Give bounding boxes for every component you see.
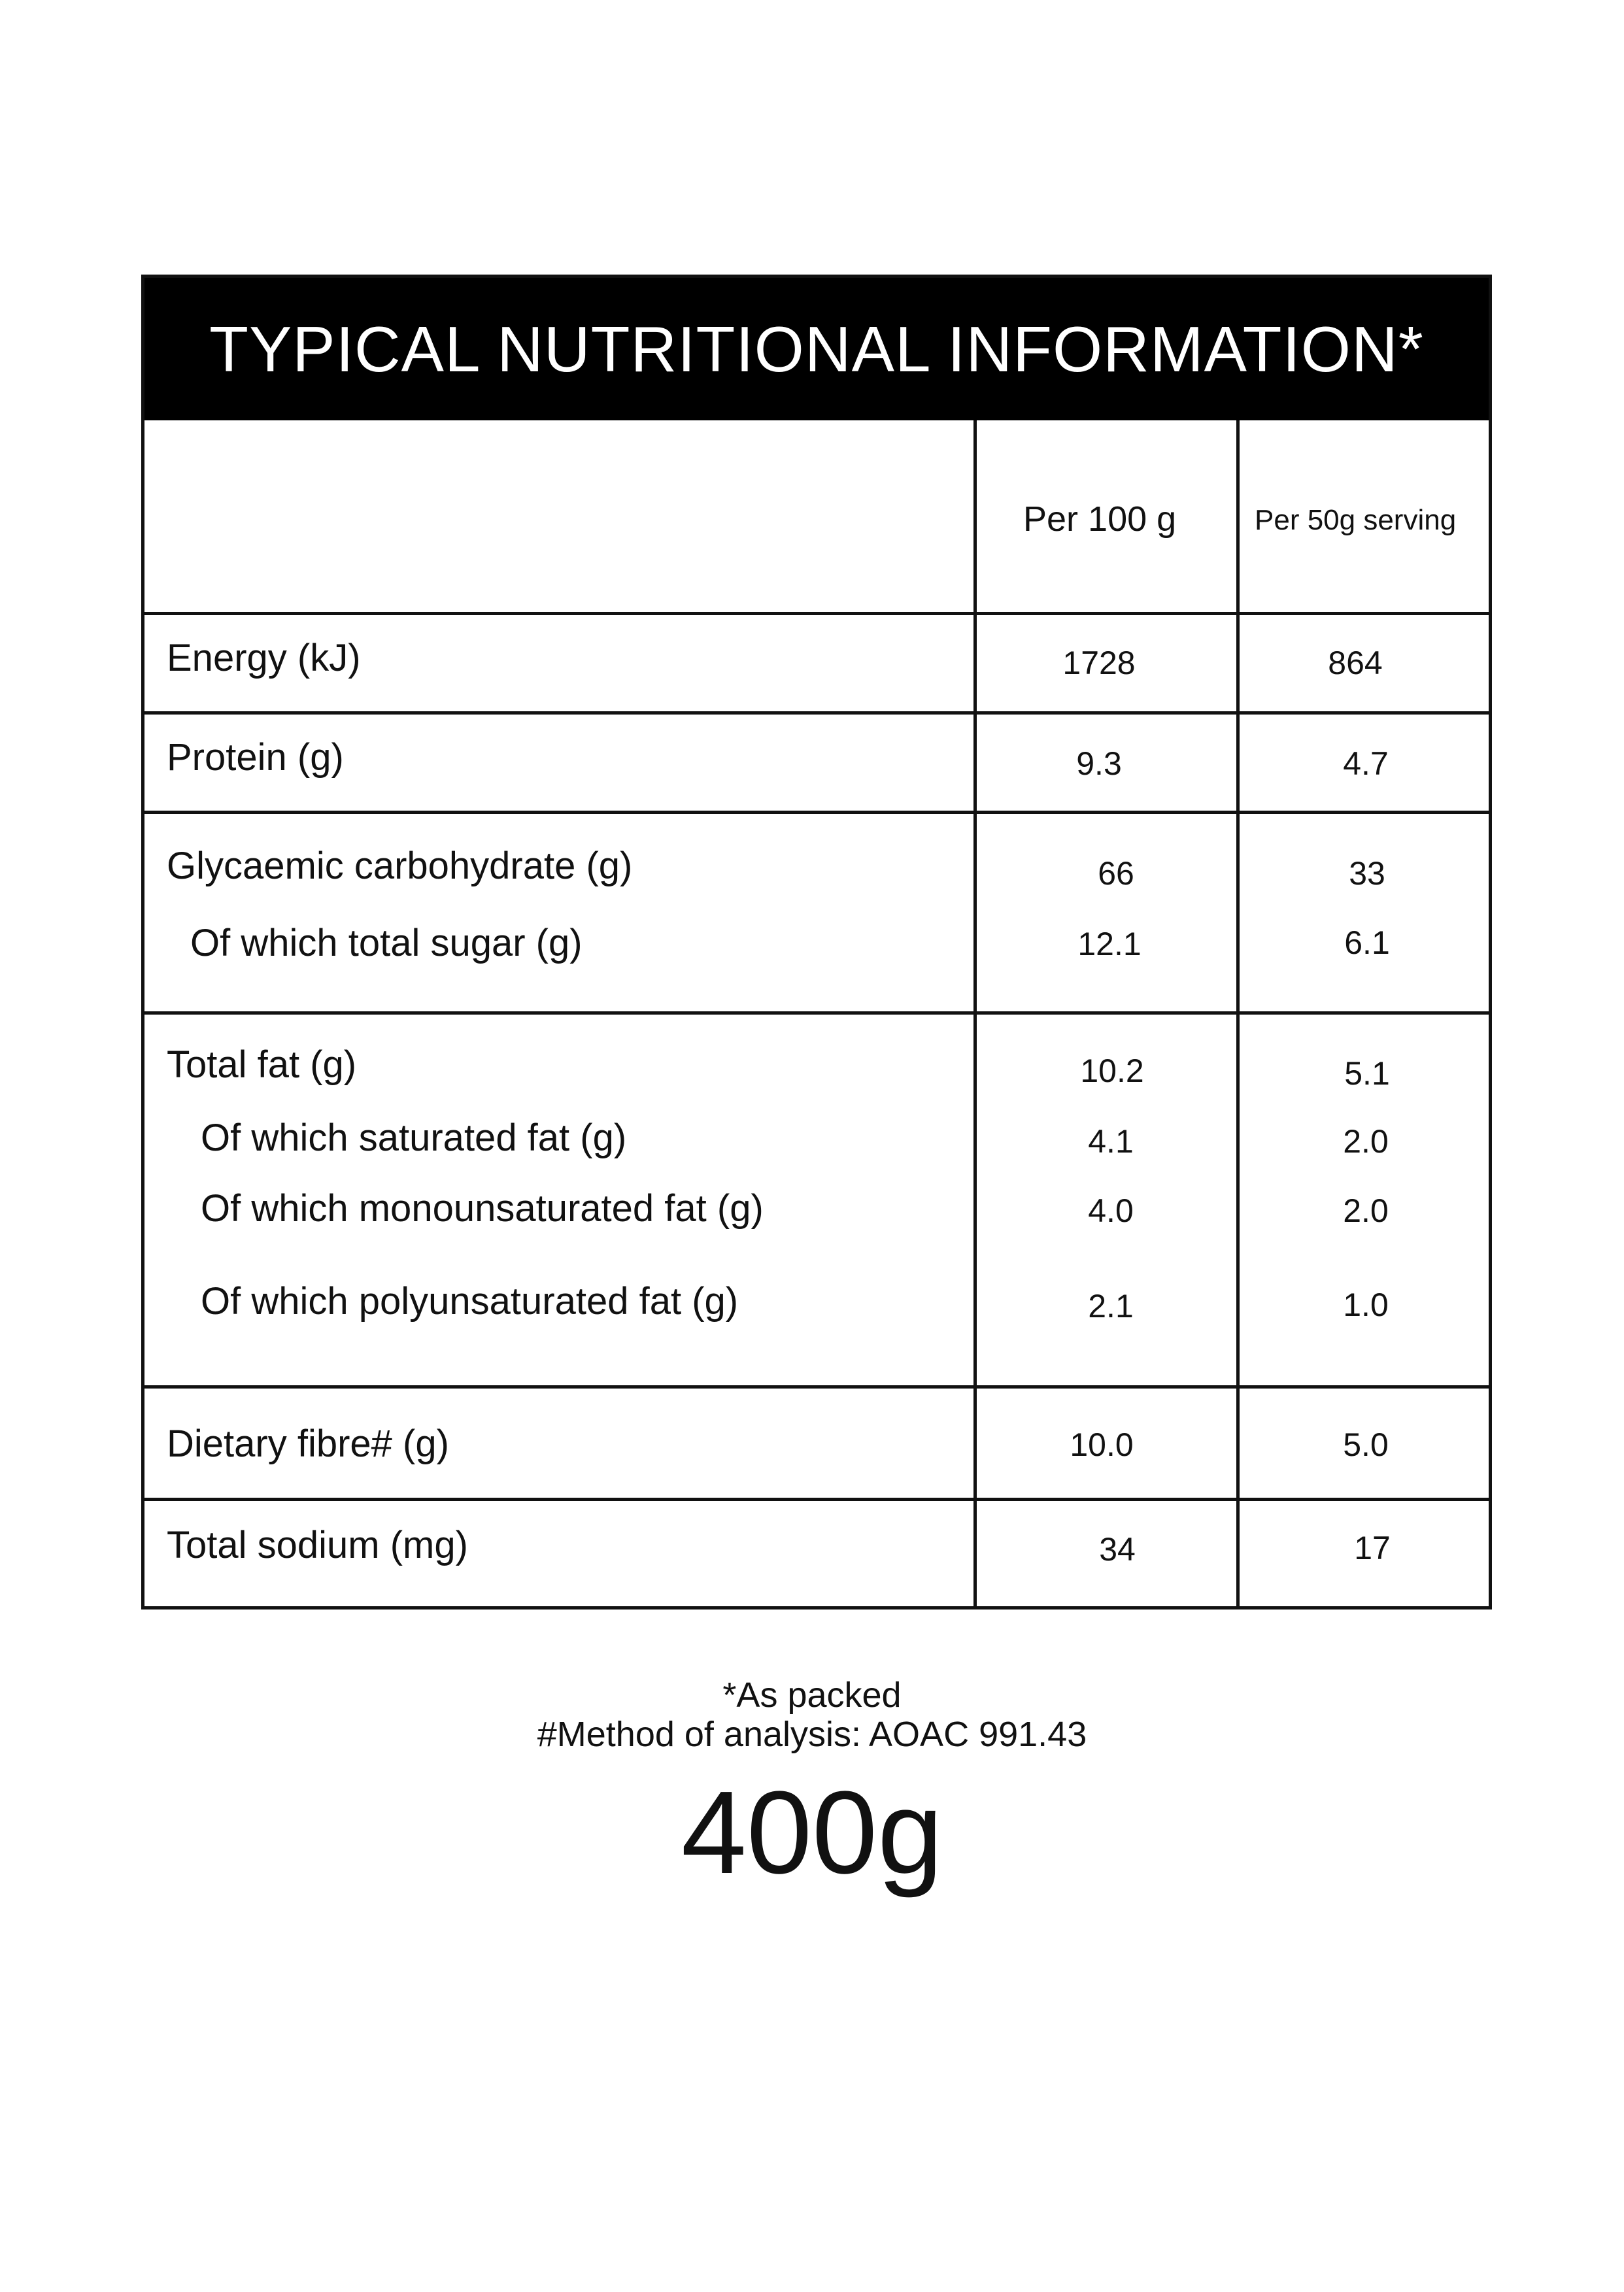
row-label-polyunsaturated-fat: Of which polyunsaturated fat (g) <box>201 1280 739 1323</box>
row-label-saturated-fat: Of which saturated fat (g) <box>201 1117 627 1159</box>
nutrition-panel <box>141 275 1492 1609</box>
panel-title: TYPICAL NUTRITIONAL INFORMATION* <box>144 278 1489 420</box>
value-protein-per-100g: 9.3 <box>1076 745 1122 782</box>
value-sugar-per-100g: 12.1 <box>1077 926 1142 962</box>
column-header-per-100g: Per 100 g <box>1023 499 1177 539</box>
row-label-sugar: Of which total sugar (g) <box>190 922 583 964</box>
row-label-protein: Protein (g) <box>167 736 344 779</box>
value-energy-per-100g: 1728 <box>1062 645 1136 681</box>
row-label-energy: Energy (kJ) <box>167 637 361 679</box>
value-fibre-per-100g: 10.0 <box>1070 1426 1134 1463</box>
value-polyunsaturated-fat-per-100g: 2.1 <box>1088 1288 1134 1324</box>
value-carbohydrate-per-serving: 33 <box>1349 855 1385 892</box>
value-sugar-per-serving: 6.1 <box>1344 924 1390 961</box>
value-polyunsaturated-fat-per-serving: 1.0 <box>1343 1287 1389 1323</box>
value-energy-per-serving: 864 <box>1328 645 1383 681</box>
value-fibre-per-serving: 5.0 <box>1343 1426 1389 1463</box>
row-label-dietary-fibre: Dietary fibre# (g) <box>167 1423 449 1465</box>
row-label-monounsaturated-fat: Of which monounsaturated fat (g) <box>201 1187 764 1230</box>
row-label-total-sodium: Total sodium (mg) <box>167 1524 468 1566</box>
row-divider <box>144 1385 1489 1389</box>
row-divider <box>144 1498 1489 1501</box>
value-protein-per-serving: 4.7 <box>1343 745 1389 782</box>
row-divider <box>144 612 1489 615</box>
footnote-method: #Method of analysis: AOAC 991.43 <box>537 1715 1087 1754</box>
value-total-fat-per-serving: 5.1 <box>1344 1055 1390 1092</box>
value-sodium-per-100g: 34 <box>1099 1531 1136 1568</box>
value-sodium-per-serving: 17 <box>1354 1530 1391 1566</box>
value-carbohydrate-per-100g: 66 <box>1098 855 1134 892</box>
footnote-as-packed: *As packed <box>722 1676 902 1715</box>
value-monounsaturated-fat-per-serving: 2.0 <box>1343 1192 1389 1229</box>
row-divider <box>144 711 1489 715</box>
value-monounsaturated-fat-per-100g: 4.0 <box>1088 1192 1134 1229</box>
row-divider <box>144 1011 1489 1015</box>
row-label-total-fat: Total fat (g) <box>167 1043 357 1086</box>
value-saturated-fat-per-100g: 4.1 <box>1088 1123 1134 1160</box>
value-total-fat-per-100g: 10.2 <box>1080 1053 1144 1089</box>
value-saturated-fat-per-serving: 2.0 <box>1343 1123 1389 1160</box>
net-weight: 400g <box>681 1767 943 1898</box>
column-header-per-serving: Per 50g serving <box>1255 504 1457 536</box>
row-divider <box>144 811 1489 814</box>
row-label-carbohydrate: Glycaemic carbohydrate (g) <box>167 845 633 887</box>
